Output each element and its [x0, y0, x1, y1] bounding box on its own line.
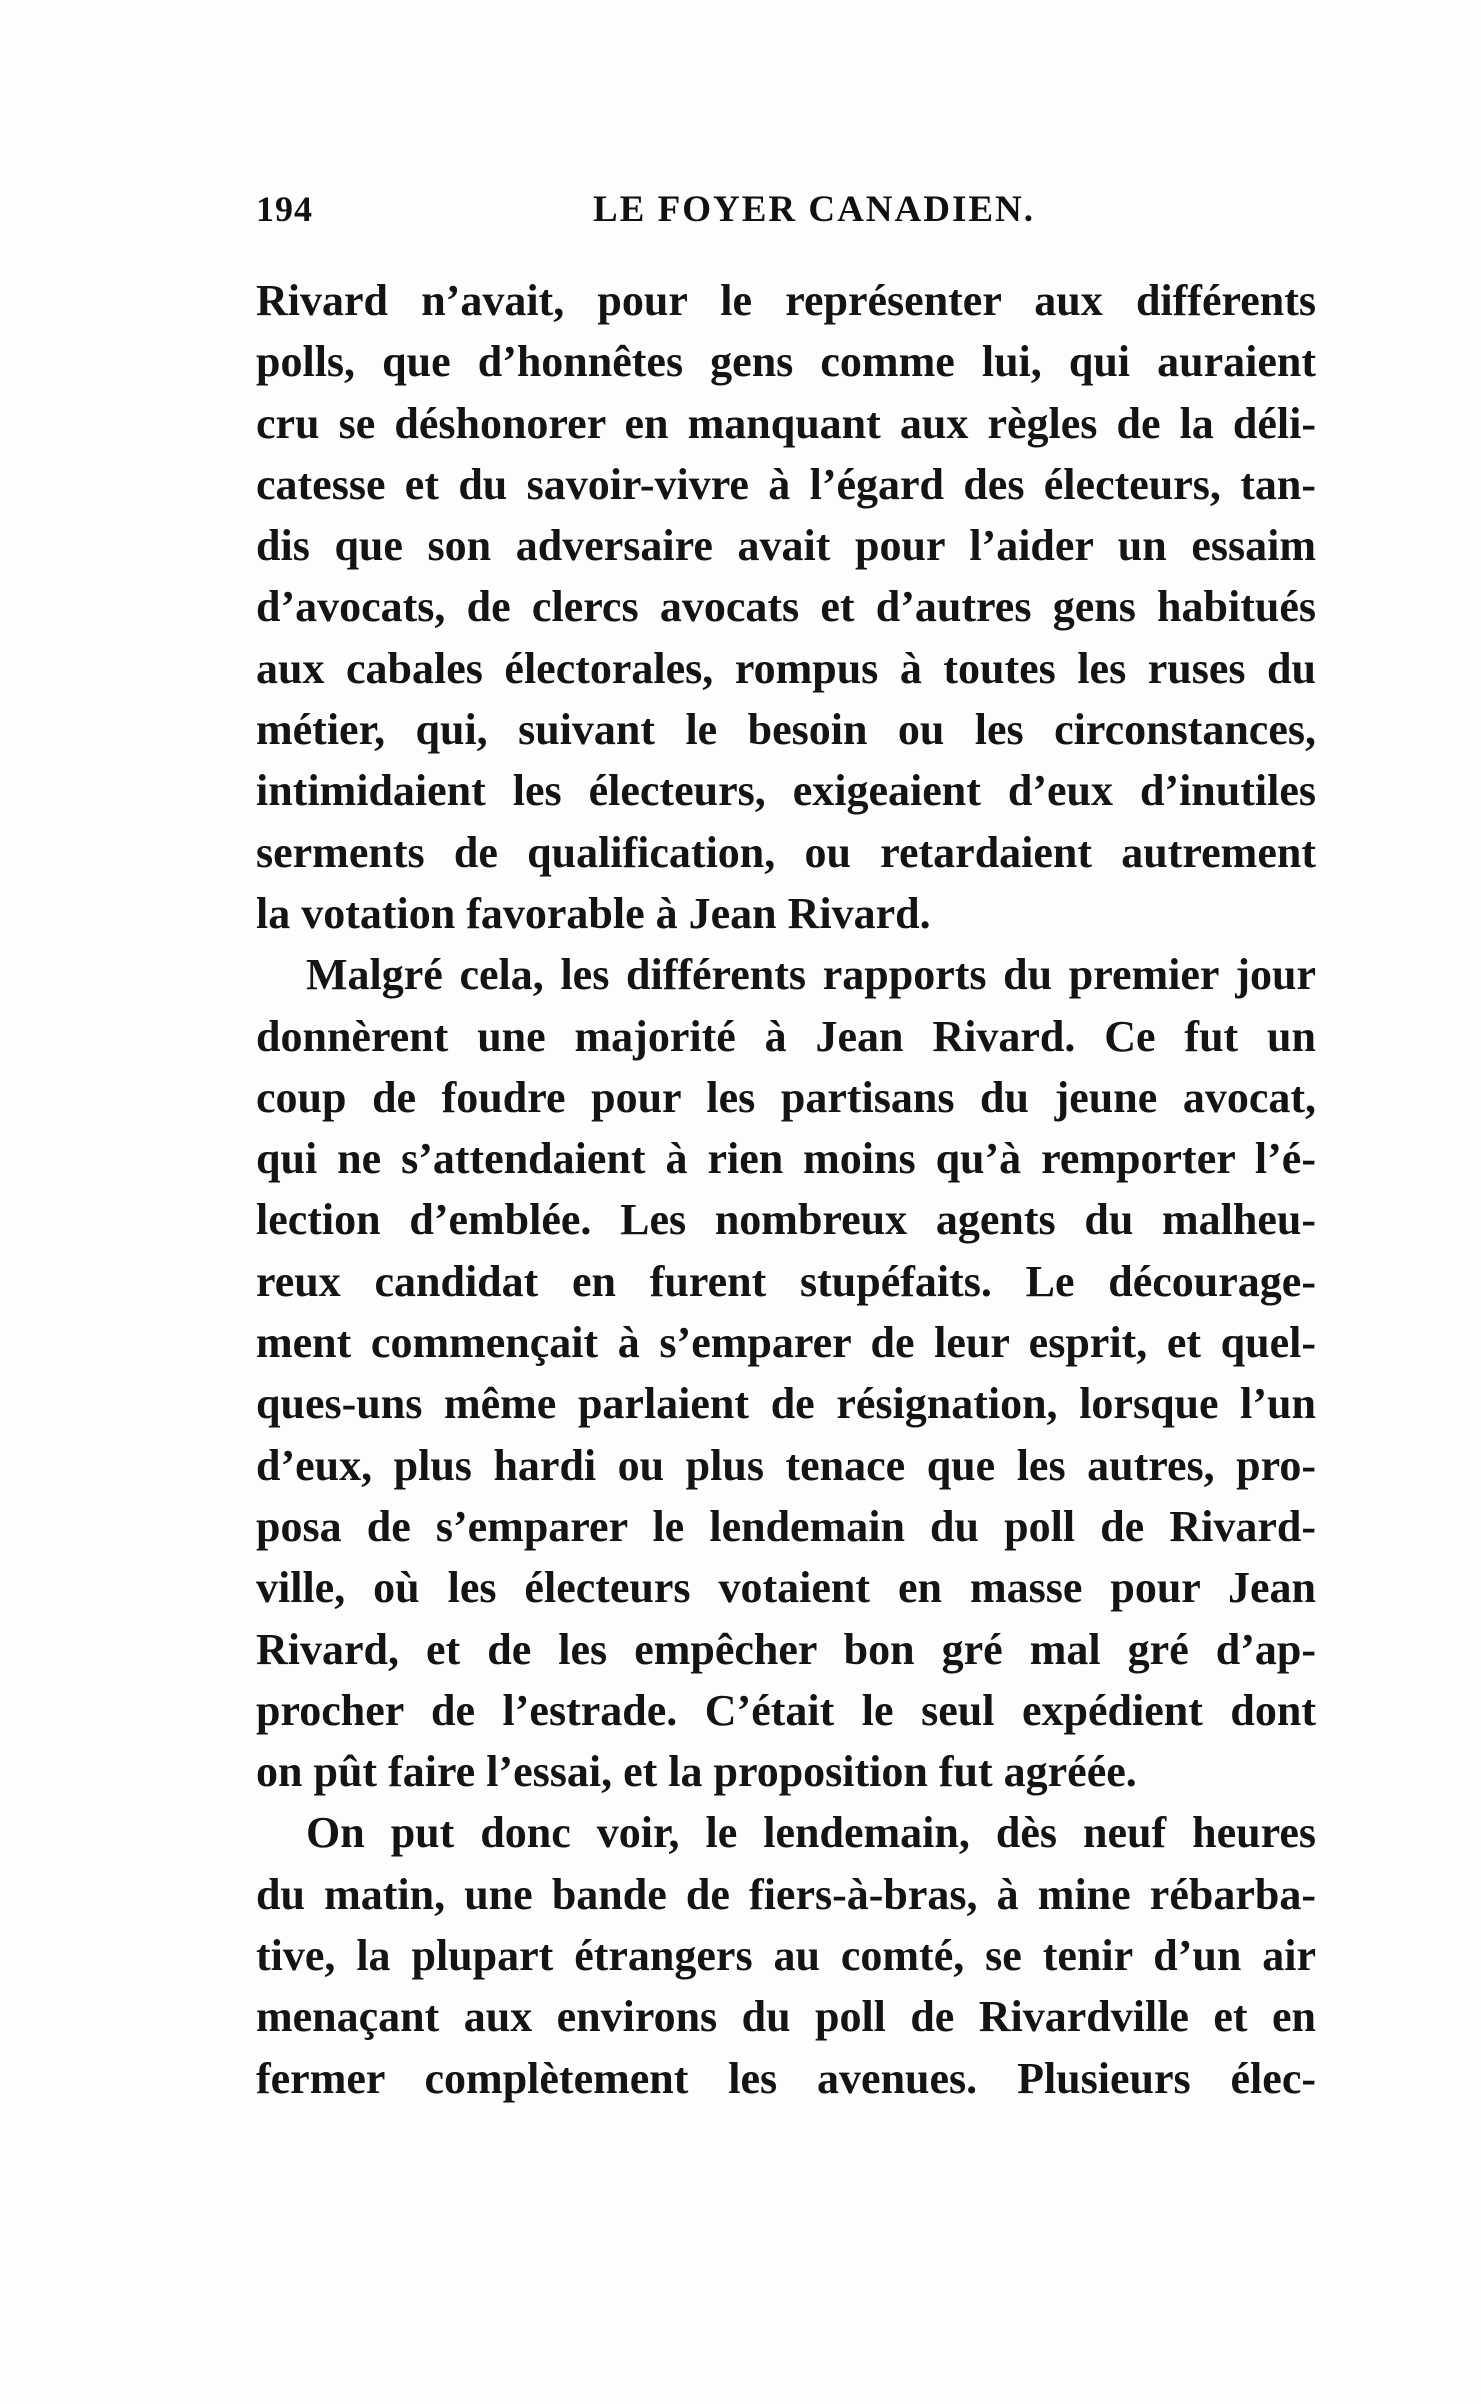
text-line: aux cabales électorales, rompus à toutes les ruses du: [256, 643, 1316, 693]
text-line: ville, où les électeurs votaient en masse pour Jean: [256, 1563, 1316, 1613]
text-line: serments de qualification, ou retardaient autrement: [256, 827, 1316, 877]
text-line: cru se déshonorer en manquant aux règles de la déli-: [256, 398, 1316, 448]
text-line: Rivard, et de les empêcher bon gré mal gré d’ap-: [256, 1624, 1316, 1674]
text-line: qui ne s’attendaient à rien moins qu’à remporter l’é-: [256, 1134, 1316, 1184]
text-line: Malgré cela, les différents rapports du premier jour: [306, 950, 1316, 1000]
page-header: [256, 188, 1316, 248]
text-line: métier, qui, suivant le besoin ou les circonstances,: [256, 705, 1316, 755]
running-title: LE FOYER CANADIEN.: [593, 189, 1036, 230]
text-line: Rivard n’avait, pour le représenter aux différents: [256, 276, 1316, 325]
text-line: reux candidat en furent stupéfaits. Le décourage-: [256, 1256, 1316, 1306]
text-line: tive, la plupart étrangers au comté, se tenir d’un air: [256, 1931, 1316, 1981]
text-line: menaçant aux environs du poll de Rivardville et en: [256, 1992, 1316, 2042]
text-line: On put donc voir, le lendemain, dès neuf heures: [306, 1808, 1316, 1858]
text-line: lection d’emblée. Les nombreux agents du malheu-: [256, 1195, 1316, 1245]
text-line: dis que son adversaire avait pour l’aider un essaim: [256, 521, 1316, 571]
text-line: ment commençait à s’emparer de leur esprit, et quel-: [256, 1318, 1316, 1368]
page-number: 194: [256, 189, 313, 229]
text-line: d’avocats, de clercs avocats et d’autres gens habitués: [256, 582, 1316, 632]
body-text: [256, 270, 1316, 2109]
text-line: du matin, une bande de fiers-à-bras, à mine rébarba-: [256, 1869, 1316, 1919]
text-line: ques-uns même parlaient de résignation, lorsque l’un: [256, 1379, 1316, 1429]
text-line: d’eux, plus hardi ou plus tenace que les autres, pro-: [256, 1440, 1316, 1490]
text-line: polls, que d’honnêtes gens comme lui, qui auraient: [256, 337, 1316, 387]
text-line: catesse et du savoir-vivre à l’égard des électeurs, tan-: [256, 459, 1316, 509]
text-line: donnèrent une majorité à Jean Rivard. Ce fut un: [256, 1011, 1316, 1061]
text-line: posa de s’emparer le lendemain du poll de Rivard-: [256, 1501, 1316, 1551]
text-line: on pût faire l’essai, et la proposition fut agréée.: [256, 1747, 1137, 1797]
text-line: fermer complètement les avenues. Plusieurs élec-: [256, 2053, 1316, 2103]
text-line: coup de foudre pour les partisans du jeune avocat,: [256, 1072, 1316, 1122]
text-line: intimidaient les électeurs, exigeaient d’eux d’inutiles: [256, 766, 1316, 816]
text-line: procher de l’estrade. C’était le seul expédient dont: [256, 1685, 1316, 1735]
text-line: la votation favorable à Jean Rivard.: [256, 888, 931, 938]
